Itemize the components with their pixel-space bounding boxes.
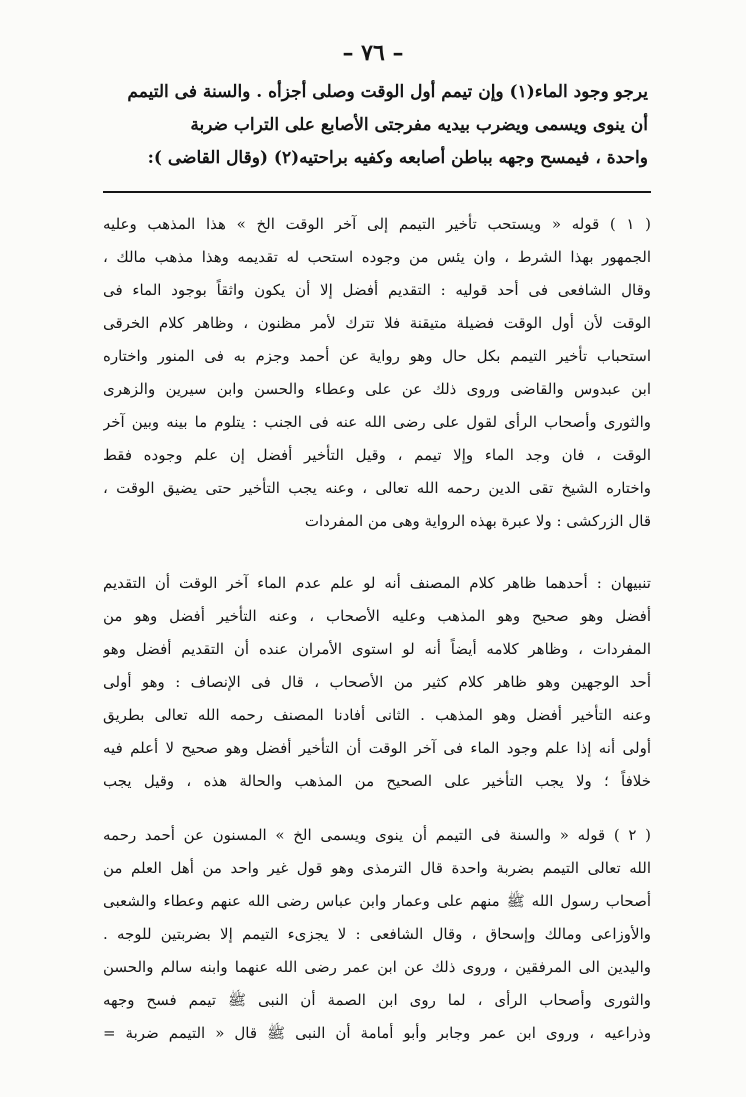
main-text [100, 76, 648, 175]
footnote-1-paragraph-2 [103, 567, 651, 798]
footnote-line: استحباب تأخير التيمم بكل حال وهو رواية عن أحمد وجزم به فى المنور واختاره [103, 347, 651, 365]
footnote-line: وعنه التأخير أفضل وهو المذهب . الثانى أفادنا المصنف رحمه الله تعالى بطريق [103, 706, 651, 724]
footnote-line: الوقت ، فان وجد الماء وإلا تيمم ، وقيل التأخير أفضل إن علم وجوده فقط [103, 446, 651, 464]
footnote-line: أفضل وهو صحيح وهو المذهب وعليه الأصحاب ، وعنه التأخير أفضل وهو من [103, 607, 651, 625]
footnote-2 [103, 819, 651, 1050]
page-number: – ٧٦ – [342, 40, 404, 66]
footnote-line: ( ٢ ) قوله « والسنة فى التيمم أن ينوى ويسمى الخ » المسنون عن أحمد رحمه [103, 826, 651, 844]
footnote-line: المفردات ، وظاهر كلامه أيضاً أنه لو استوى الأمران عنده أن التقديم أفضل وهو [103, 640, 651, 658]
footnote-1-paragraph-1 [103, 208, 651, 538]
footnote-line: والثورى وأصحاب الرأى ، لما روى ابن الصمة أن النبى ﷺ تيمم فسح وجهه [103, 991, 651, 1009]
footnote-line: أولى أنه إذا علم وجود الماء فى آخر الوقت أن التأخير أفضل وهو صحيح لا أعلم فيه [103, 739, 651, 757]
footnote-line: أحد الوجهين وهو ظاهر كلام كثير من الأصحاب ، قال فى الإنصاف : وهو أولى [103, 673, 651, 691]
footnote-line: الوقت لأن أول الوقت فضيلة متيقنة فلا تترك لأمر مظنون ، وظاهر كلام الخرقى [103, 314, 651, 332]
footnote-line: أصحاب رسول الله ﷺ منهم على وعمار وابن عباس رضى الله عنهم وعطاء والشعبى [103, 892, 651, 910]
footnote-line: والأوزاعى ومالك وإسحاق ، وقال الشافعى : لا يجزىء التيمم إلا بضربتين للوجه . [103, 925, 651, 943]
main-text-line: أن ينوى ويسمى ويضرب بيديه مفرجتى الأصابع على التراب ضربة [190, 115, 648, 135]
footnote-line: تنبيهان : أحدهما ظاهر كلام المصنف أنه لو علم عدم الماء آخر الوقت أن التقديم [103, 574, 651, 592]
footnote-line: خلافاً ؛ ولا يجب التأخير على الصحيح من المذهب والحالة هذه ، وقيل يجب [103, 772, 651, 790]
footnote-line: والثورى وأصحاب الرأى لقول على رضى الله عنه فى الجنب : يتلوم ما بينه وبين آخر [103, 413, 651, 431]
footnote-line: الجمهور بهذا الشرط ، وان يئس من وجوده استحب له تقديمه وهذا مذهب مالك ، [103, 248, 651, 266]
main-text-line: يرجو وجود الماء(١) وإن تيمم أول الوقت وصلى أجزأه . والسنة فى التيمم [127, 82, 648, 102]
footnote-line: الله تعالى التيمم بضربة واحدة قال الترمذى وهو قول غير واحد من أهل العلم من [103, 859, 651, 877]
footnote-line: واختاره الشيخ تقى الدين رحمه الله تعالى ، وعنه يجب التأخير حتى يضيق الوقت ، [103, 479, 651, 497]
footnote-line: وقال الشافعى فى أحد قوليه : التقديم أفضل إلا أن يكون واثقاً بوجود الماء فى [103, 281, 651, 299]
footnote-line: ( ١ ) قوله « ويستحب تأخير التيمم إلى آخر الوقت الخ » هذا المذهب وعليه [103, 215, 651, 233]
footnote-line: واليدين الى المرفقين ، وروى ذلك عن ابن عمر رضى الله عنهما وابنه سالم والحسن [103, 958, 651, 976]
main-text-line: واحدة ، فيمسح وجهه بباطن أصابعه وكفيه براحتيه(٢) (وقال القاضى ): [147, 148, 648, 168]
footnote-line: ابن عبدوس والقاضى وروى ذلك عن على وعطاء والحسن وابن سيرين والزهرى [103, 380, 651, 398]
paragraph-gap [103, 798, 651, 819]
paragraph-gap [103, 538, 651, 567]
footnotes [103, 208, 651, 1050]
footnote-line: وذراعيه ، وروى ابن عمر وجابر وأبو أمامة أن النبى ﷺ قال « التيمم ضربة = [103, 1024, 651, 1042]
footnote-divider [103, 191, 651, 193]
footnote-line: قال الزركشى : ولا عبرة بهذه الرواية وهى من المفردات [304, 512, 651, 530]
